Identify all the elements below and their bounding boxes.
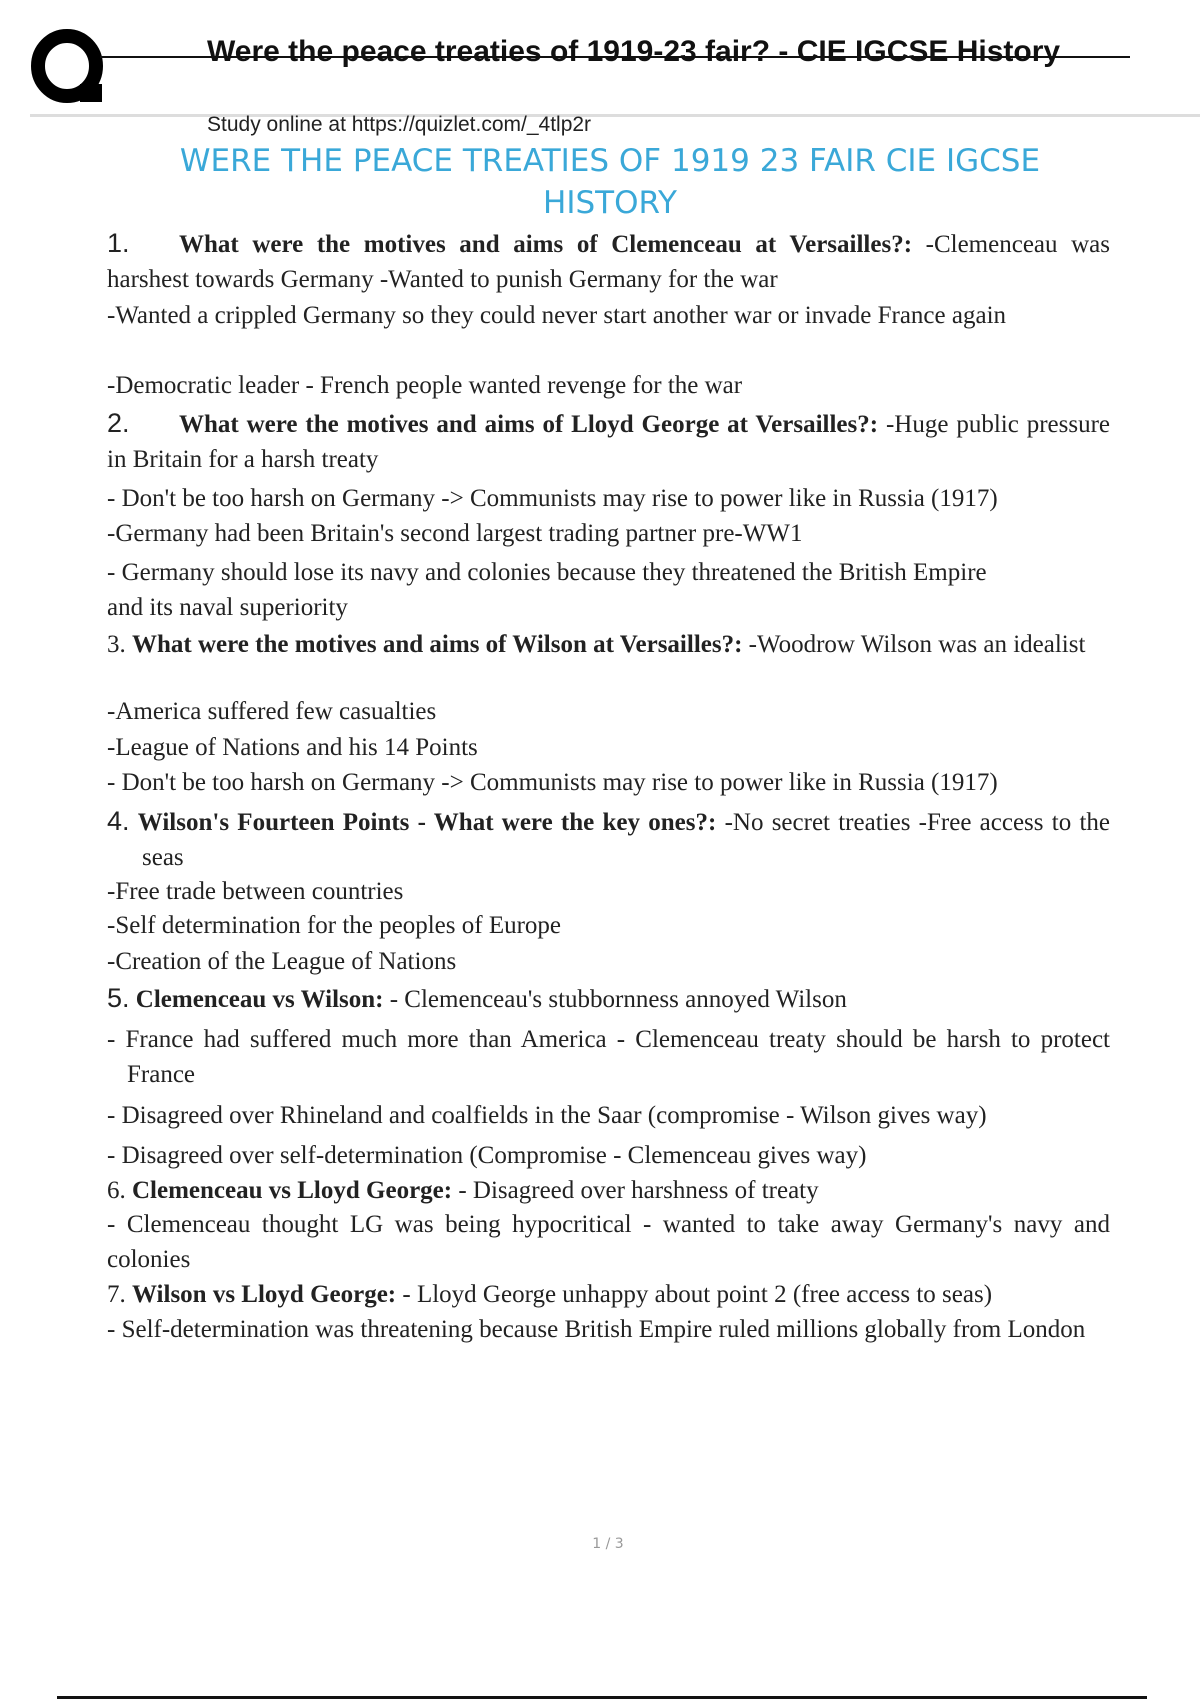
item-number: 2. [107,408,130,438]
item-number: 3. [107,631,126,658]
item-number: 6. [107,1177,126,1204]
item-7 [107,1277,1110,1312]
answer-line: -Germany had been Britain's second largest trading partner pre-WW1 [107,520,803,547]
answer-line: - Disagreed over Rhineland and coalfields in the Saar (compromise - Wilson gives way) [107,1102,987,1129]
item-number: 7. [107,1281,126,1308]
answer-line: - France had suffered much more than America - Clemenceau treaty should be harsh to protect France [107,1026,1110,1088]
item-question: Wilson's Fourteen Points - What were the key ones?: [137,809,717,836]
item-answer: - Disagreed over harshness of treaty [452,1177,819,1204]
answer-line: -League of Nations and his 14 Points [107,734,478,761]
page-number: 1 / 3 [592,1536,624,1552]
answer-line: - Self-determination was threatening because British Empire ruled millions globally from London [107,1316,1086,1343]
item-number: 1. [107,228,130,258]
quizlet-logo-icon [30,28,110,108]
study-online-link[interactable]: Study online at https://quizlet.com/_4tlp2r [207,113,592,136]
answer-line: -Democratic leader - French people wanted revenge for the war [107,372,743,399]
item-5 [107,981,1110,1017]
answer-line: -Creation of the League of Nations [107,948,457,975]
item-question: What were the motives and aims of Lloyd George at Versailles?: [179,411,879,438]
answer-line: -America suffered few casualties [107,698,437,725]
item-number: 4. [107,806,130,836]
item-2 [107,406,1110,477]
item-1 [107,226,1110,297]
item-question: Wilson vs Lloyd George: [132,1281,397,1308]
item-4 [107,804,1110,875]
footer-rule [57,1696,1147,1699]
item-question: Clemenceau vs Wilson: [135,986,384,1013]
answer-line: -Self determination for the peoples of Europe [107,912,562,939]
item-answer: - Clemenceau's stubbornness annoyed Wilson [383,986,847,1013]
item-6 [107,1173,1110,1208]
item-question: Clemenceau vs Lloyd George: [132,1177,453,1204]
header-title: Were the peace treaties of 1919-23 fair? - CIE IGCSE History [207,35,1061,68]
item-answer: -Huge public pressure in Britain for a harsh treaty [107,411,1110,473]
item-answer: -Clemenceau was harshest towards Germany -Wanted to punish Germany for the war [107,231,1110,293]
item-answer: -No secret treaties -Free access to the seas [142,809,1111,871]
document-title: WERE THE PEACE TREATIES OF 1919 23 FAIR CIE IGCSE HISTORY [179,143,1041,221]
answer-line: - Germany should lose its navy and colonies because they threatened the British Empire and its naval superiority [107,559,987,621]
item-question: What were the motives and aims of Clemenceau at Versailles?: [179,231,913,258]
item-question: What were the motives and aims of Wilson at Versailles?: [132,631,743,658]
header-divider [30,114,1200,117]
answer-line: - Disagreed over self-determination (Compromise - Clemenceau gives way) [107,1142,867,1169]
item-number: 5. [107,983,130,1013]
item-3 [107,627,1110,662]
answer-line: -Free trade between countries [107,878,404,905]
item-answer: -Woodrow Wilson was an idealist [742,631,1086,658]
answer-line: - Clemenceau thought LG was being hypocritical - wanted to take away Germany's navy and colonies [107,1211,1110,1273]
answer-line: - Don't be too harsh on Germany -> Communists may rise to power like in Russia (1917) [107,769,998,796]
answer-line: - Don't be too harsh on Germany -> Communists may rise to power like in Russia (1917) [107,485,998,512]
answer-line: -Wanted a crippled Germany so they could never start another war or invade France again [107,302,1007,329]
item-answer: - Lloyd George unhappy about point 2 (free access to seas) [396,1281,993,1308]
